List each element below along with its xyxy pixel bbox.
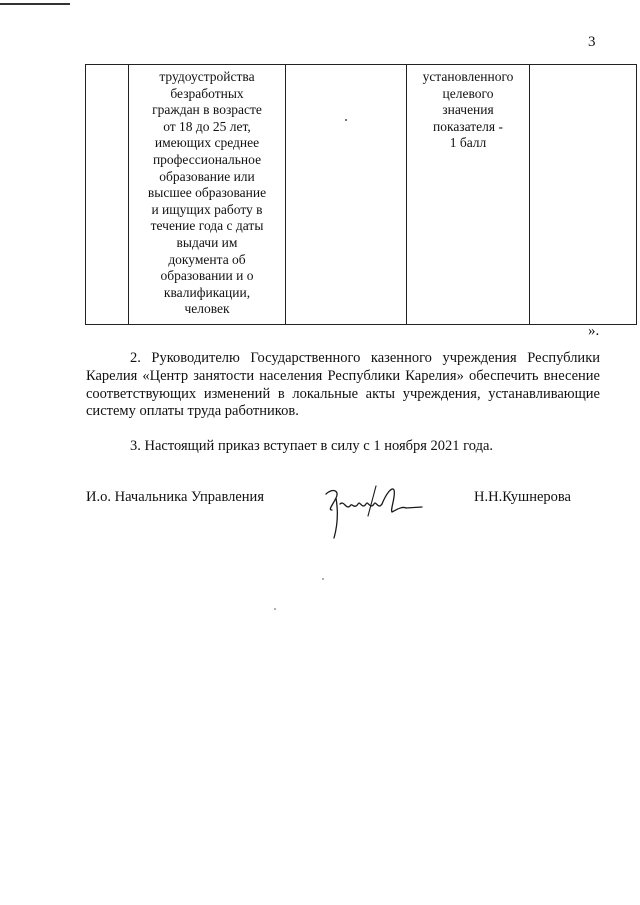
criterion-line: трудоустройства xyxy=(159,69,255,84)
evaluation-line: установленного xyxy=(422,69,514,84)
signer-position: И.о. Начальника Управления xyxy=(86,489,264,505)
scan-speck xyxy=(274,608,276,610)
scan-speck xyxy=(345,119,347,121)
evaluation-line: значения xyxy=(442,102,494,118)
criteria-table xyxy=(85,64,637,325)
paragraph-2: 2. Руководителю Государственного казенного учреждения Республики Карелия «Центр занятости населения Республики Карелия» обеспечить внесение соответствующих изменений в локальные акты учреждения, устанавливающие систему оплаты труда работников. xyxy=(86,350,600,420)
page-number: 3 xyxy=(588,34,596,50)
handwritten-signature xyxy=(318,480,428,542)
criterion-line: безработных xyxy=(170,85,244,101)
criterion-line: человек xyxy=(184,301,230,317)
table-cell-empty-3 xyxy=(286,65,407,325)
criterion-line: квалификации, xyxy=(163,284,251,300)
evaluation-line: показателя - xyxy=(432,118,503,134)
table-cell-criterion xyxy=(129,65,286,325)
evaluation-line: 1 балл xyxy=(449,135,487,151)
table-cell-empty-5 xyxy=(530,65,637,325)
criterion-line: граждан в возрасте xyxy=(152,102,262,118)
criterion-line: документа об xyxy=(168,251,246,267)
criterion-line: образование или xyxy=(159,168,255,184)
criterion-line: течение года с даты xyxy=(150,218,264,234)
criterion-line: выдачи им xyxy=(176,234,238,250)
paragraph-3: 3. Настоящий приказ вступает в силу с 1 ноября 2021 года. xyxy=(130,438,494,454)
scan-speck xyxy=(322,578,324,580)
criterion-line: высшее образование xyxy=(147,185,267,201)
evaluation-line: целевого xyxy=(442,85,494,101)
table-cell-empty-1 xyxy=(86,65,129,325)
signer-name: Н.Н.Кушнерова xyxy=(474,489,571,505)
table-row xyxy=(86,65,637,325)
criterion-line: от 18 до 25 лет, xyxy=(163,118,251,134)
table-cell-evaluation xyxy=(407,65,530,325)
criterion-line: и ищущих работу в xyxy=(151,201,263,217)
criterion-line: профессиональное xyxy=(152,151,262,167)
closing-quote: ». xyxy=(588,323,600,339)
criterion-line: имеющих среднее xyxy=(154,135,260,151)
criterion-line: образовании и о xyxy=(160,268,254,284)
top-rule xyxy=(0,3,70,5)
